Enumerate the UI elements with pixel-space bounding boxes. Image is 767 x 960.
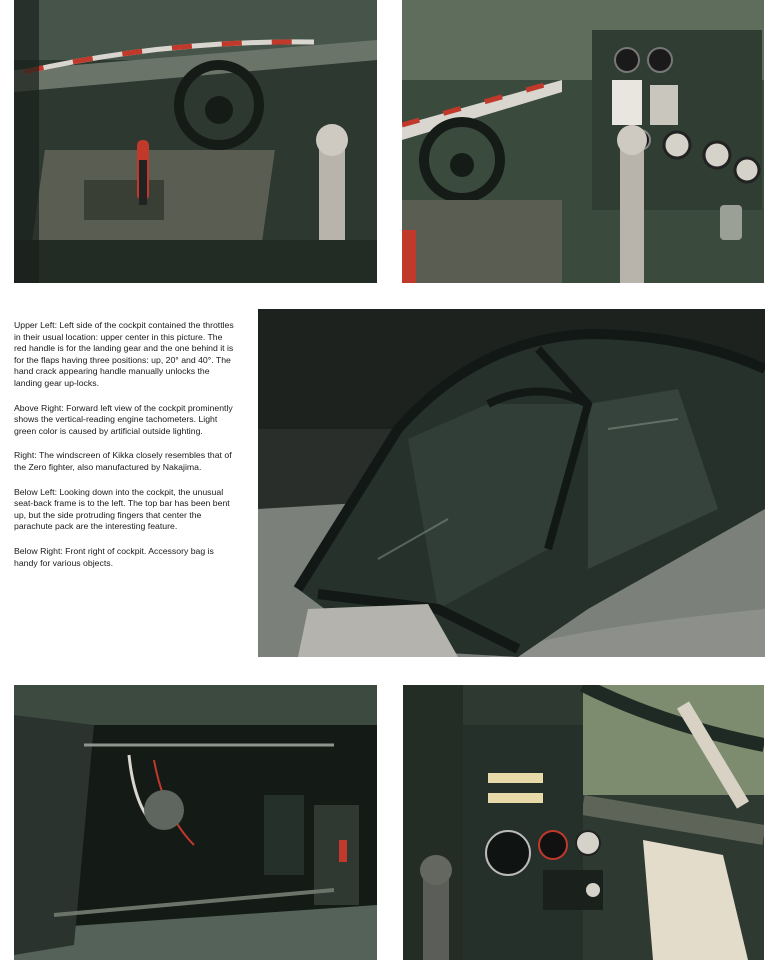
caption-above-right: Above Right: Forward left view of the cockpit prominently shows the vertical-reading engine tachometers. Light green color is caused by artificial outside lighting.	[14, 402, 233, 436]
caption-right: Right: The windscreen of Kikka closely resembles that of the Zero fighter, also manufactured by Nakajima.	[14, 450, 232, 472]
photo-windscreen	[258, 309, 765, 657]
photo-front-right-cockpit	[403, 685, 764, 960]
photo-seat-back-frame	[14, 685, 377, 960]
caption-below-right: Below Right: Front right of cockpit. Accessory bag is handy for various objects.	[14, 545, 214, 568]
caption-block	[14, 320, 236, 582]
caption-below-left: Below Left: Looking down into the cockpit, the unusual seat-back frame is to the left. The top bar has been bent up, but the side protruding fingers that center the parachute pack are the interesting feature.	[14, 486, 230, 532]
caption-upper-left: Upper Left: Left side of the cockpit contained the throttles in their usual location: upper center in this picture. The red handle is for the landing gear and the one behind it is for the flaps having three positions: up, 20° and 40°. The hand crack appearing handle manually unlocks the landing gear up-locks.	[14, 320, 234, 388]
photo-forward-left-cockpit	[402, 0, 764, 283]
photo-throttle-quadrant	[14, 0, 377, 283]
